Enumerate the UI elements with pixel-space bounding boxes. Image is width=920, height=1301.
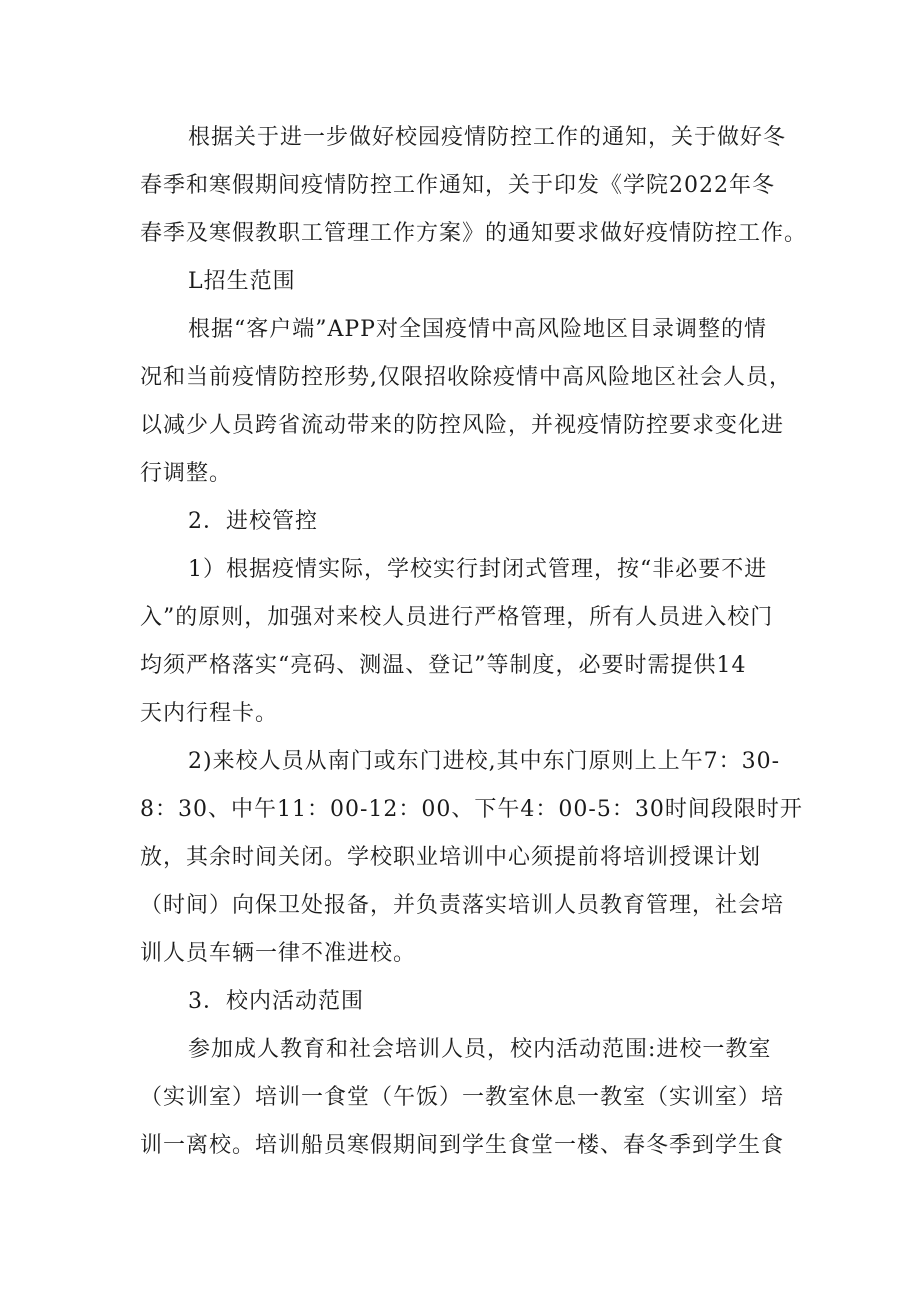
- paragraph-line: 根据“客户端”APP对全国疫情中高风险地区目录调整的情: [188, 317, 767, 342]
- paragraph-line: 况和当前疫情防控形势,仅限招收除疫情中高风险地区社会人员，: [140, 365, 792, 390]
- paragraph-line: 均须严格落实“亮码、测温、登记”等制度，必要时需提供14: [140, 653, 747, 678]
- paragraph-line: 训一离校。培训船员寒假期间到学生食堂一楼、春冬季到学生食: [140, 1133, 785, 1158]
- paragraph-line: 入”的原则，加强对来校人员进行严格管理，所有人员进入校门: [140, 605, 774, 630]
- paragraph-line: 1）根据疫情实际，学校实行封闭式管理，按“非必要不进: [188, 557, 768, 582]
- paragraph-line: 天内行程卡。: [140, 701, 279, 726]
- paragraph-line: 春季和寒假期间疫情防控工作通知，关于印发《学院2022年冬: [140, 173, 775, 198]
- paragraph-line: 2)来校人员从南门或东门进校,其中东门原则上上午7：30-: [188, 749, 780, 774]
- paragraph-line: 行调整。: [140, 461, 233, 486]
- paragraph-line: 训人员车辆一律不准进校。: [140, 941, 417, 966]
- paragraph-line: （时间）向保卫处报备，并负责落实培训人员教育管理，社会培: [140, 893, 785, 918]
- section-heading: 3．校内活动范围: [188, 989, 364, 1014]
- paragraph-line: 8：30、中午11：00-12：00、下午4：00-5：30时间段限时开: [140, 797, 803, 822]
- paragraph-line: 春季及寒假教职工管理工作方案》的通知要求做好疫情防控工作。: [140, 221, 808, 246]
- paragraph-line: 参加成人教育和社会培训人员，校内活动范围:进校一教室: [188, 1037, 772, 1062]
- section-heading: 2．进校管控: [188, 509, 318, 534]
- paragraph-line: （实训室）培训一食堂（午饭）一教室休息一教室（实训室）培: [140, 1085, 785, 1110]
- paragraph-line: 放，其余时间关闭。学校职业培训中心须提前将培训授课计划: [140, 845, 762, 870]
- paragraph-line: 以减少人员跨省流动带来的防控风险，并视疫情防控要求变化进: [140, 413, 785, 438]
- section-heading: L招生范围: [188, 269, 296, 294]
- paragraph-line: 根据关于进一步做好校园疫情防控工作的通知，关于做好冬: [188, 125, 787, 150]
